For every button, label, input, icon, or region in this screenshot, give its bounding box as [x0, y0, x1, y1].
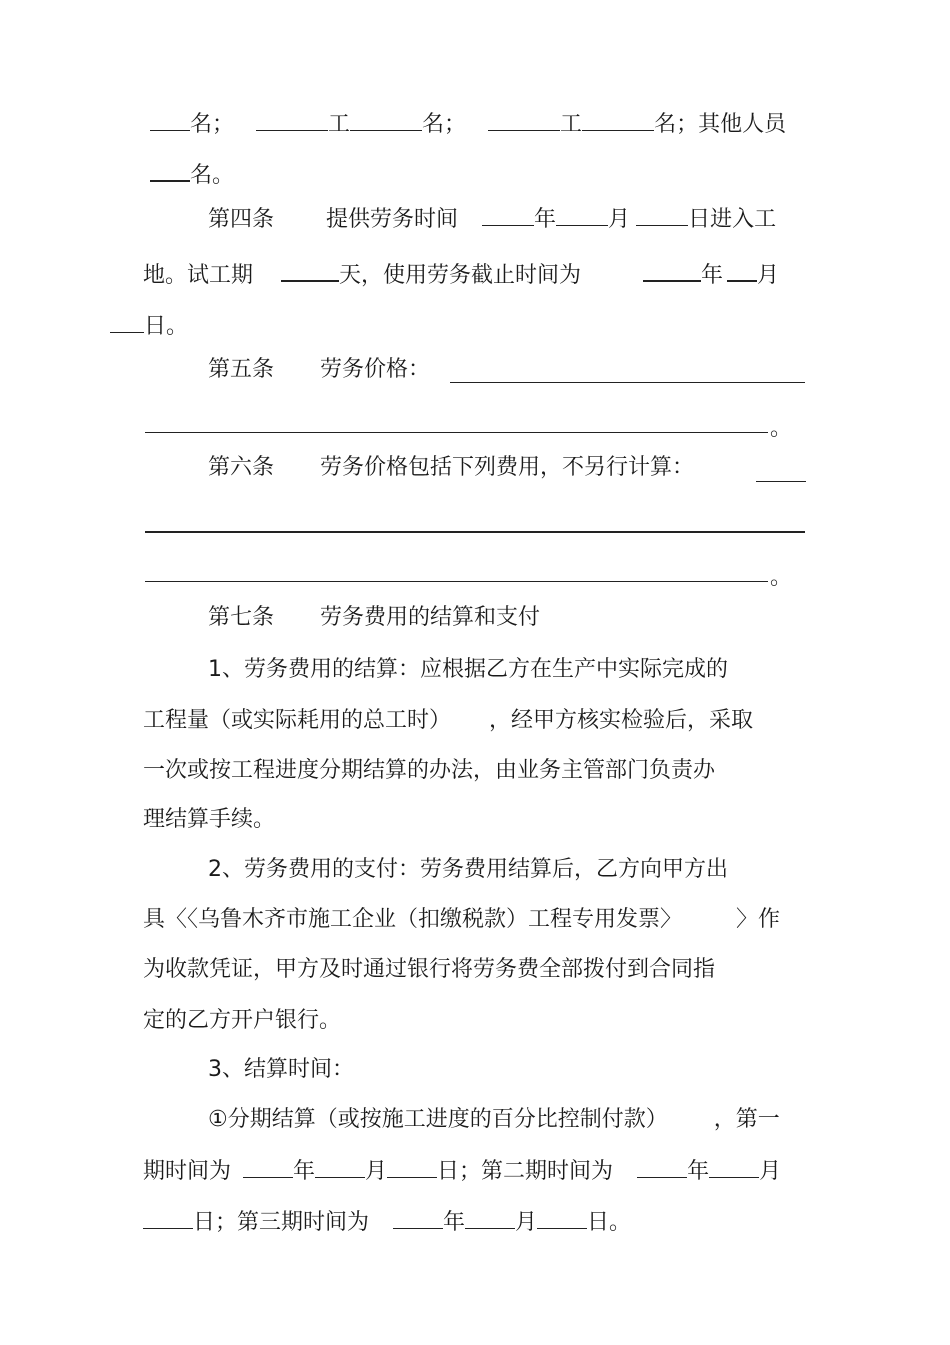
- text: 名。: [190, 163, 235, 188]
- article-4-line-2: [143, 260, 779, 286]
- text: ，第一: [713, 1107, 780, 1132]
- text: 期时间为: [143, 1159, 232, 1184]
- text: 月: [759, 1159, 782, 1184]
- text: 〉作: [736, 907, 781, 932]
- article-7-heading: [208, 605, 540, 631]
- text: 年: [687, 1159, 710, 1184]
- article-7-p2-line-1: 2、劳务费用的支付：劳务费用结算后，乙方向甲方出: [208, 857, 728, 882]
- text: 工: [560, 112, 583, 137]
- text: 劳务价格：: [320, 357, 431, 382]
- article-7-p2-line-2: [143, 907, 780, 933]
- text: 地。试工期: [143, 263, 254, 288]
- article-7-p2-line-3: 为收款凭证，甲方及时通过银行将劳务费全部拨付到合同指: [143, 957, 716, 982]
- text: 日进入工: [688, 207, 777, 232]
- text: 劳务费用的结算和支付: [320, 605, 541, 630]
- article-7-p4-line-2: [143, 1157, 781, 1183]
- blank-field[interactable]: [393, 1208, 443, 1229]
- text: 日；第三期时间为: [193, 1210, 370, 1235]
- article-5-line-1: [208, 357, 430, 383]
- blank-field[interactable]: [145, 531, 805, 533]
- text: 日。: [587, 1210, 632, 1235]
- text: 。: [770, 565, 793, 590]
- text: 月: [757, 263, 780, 288]
- blank-field[interactable]: [450, 382, 805, 383]
- blank-field[interactable]: [482, 205, 534, 226]
- blank-field[interactable]: [637, 1157, 687, 1178]
- article-heading: 第六条: [208, 455, 275, 480]
- article-heading: 第七条: [208, 605, 275, 630]
- line-other-count: [150, 160, 234, 186]
- article-7-p1-line-1: 1、劳务费用的结算：应根据乙方在生产中实际完成的: [208, 657, 728, 682]
- article-5-end: [770, 416, 792, 442]
- blank-field[interactable]: [256, 110, 328, 131]
- text: 名；其他人员: [654, 112, 787, 137]
- text: 月: [365, 1159, 388, 1184]
- blank-field[interactable]: [281, 260, 339, 282]
- text: 。: [770, 416, 793, 441]
- article-7-p1-line-4: 理结算手续。: [143, 807, 276, 832]
- article-7-p1-line-3: 一次或按工程进度分期结算的办法，由业务主管部门负责办: [143, 758, 716, 783]
- blank-field[interactable]: [350, 110, 422, 131]
- text: 月: [608, 207, 631, 232]
- text: 日；第二期时间为: [437, 1159, 614, 1184]
- blank-field[interactable]: [727, 260, 757, 282]
- text: 具〈〈乌鲁木齐市施工企业（扣缴税款）工程专用发票〉: [143, 907, 683, 932]
- text: 劳务价格包括下列费用，不另行计算：: [320, 455, 695, 480]
- blank-field[interactable]: [143, 1208, 193, 1229]
- text: 年: [293, 1159, 316, 1184]
- article-6-end: [770, 565, 792, 591]
- article-heading: 第五条: [208, 357, 275, 382]
- text: 名；: [190, 112, 235, 137]
- article-7-p4-line-3: [143, 1208, 631, 1234]
- text: ①分期结算（或按施工进度的百分比控制付款）: [208, 1107, 668, 1132]
- blank-field[interactable]: [145, 581, 768, 582]
- text: 年: [701, 263, 724, 288]
- blank-field[interactable]: [556, 205, 608, 226]
- blank-field[interactable]: [145, 432, 768, 433]
- text: 天，使用劳务截止时间为: [339, 263, 582, 288]
- line-workers-count: [150, 110, 786, 136]
- blank-field[interactable]: [110, 312, 144, 333]
- text: 工程量（或实际耗用的总工时）: [143, 708, 452, 733]
- blank-field[interactable]: [150, 160, 190, 182]
- blank-field[interactable]: [387, 1157, 437, 1178]
- text: 年: [534, 207, 557, 232]
- article-heading: 第四条: [208, 207, 275, 232]
- blank-field[interactable]: [582, 110, 654, 131]
- article-6-line-1: [208, 455, 694, 481]
- text: ，经甲方核实检验后，采取: [489, 708, 754, 733]
- blank-field[interactable]: [150, 110, 190, 131]
- text: 年: [443, 1210, 466, 1235]
- blank-field[interactable]: [643, 260, 701, 282]
- text: 月: [515, 1210, 538, 1235]
- article-4-line-1: [208, 205, 776, 231]
- blank-field[interactable]: [756, 481, 806, 482]
- blank-field[interactable]: [465, 1208, 515, 1229]
- article-7-p1-line-2: [143, 708, 753, 734]
- article-4-line-3: [110, 312, 188, 338]
- article-7-p4-line-1: [208, 1107, 780, 1133]
- blank-field[interactable]: [636, 205, 688, 226]
- article-7-p2-line-4: 定的乙方开户银行。: [143, 1008, 342, 1033]
- blank-field[interactable]: [243, 1157, 293, 1178]
- blank-field[interactable]: [315, 1157, 365, 1178]
- text: 工: [328, 112, 351, 137]
- text: 提供劳务时间: [326, 207, 459, 232]
- blank-field[interactable]: [709, 1157, 759, 1178]
- article-7-p3: 3、结算时间：: [208, 1057, 354, 1082]
- blank-field[interactable]: [488, 110, 560, 131]
- blank-field[interactable]: [537, 1208, 587, 1229]
- text: 名；: [422, 112, 467, 137]
- text: 日。: [144, 314, 189, 339]
